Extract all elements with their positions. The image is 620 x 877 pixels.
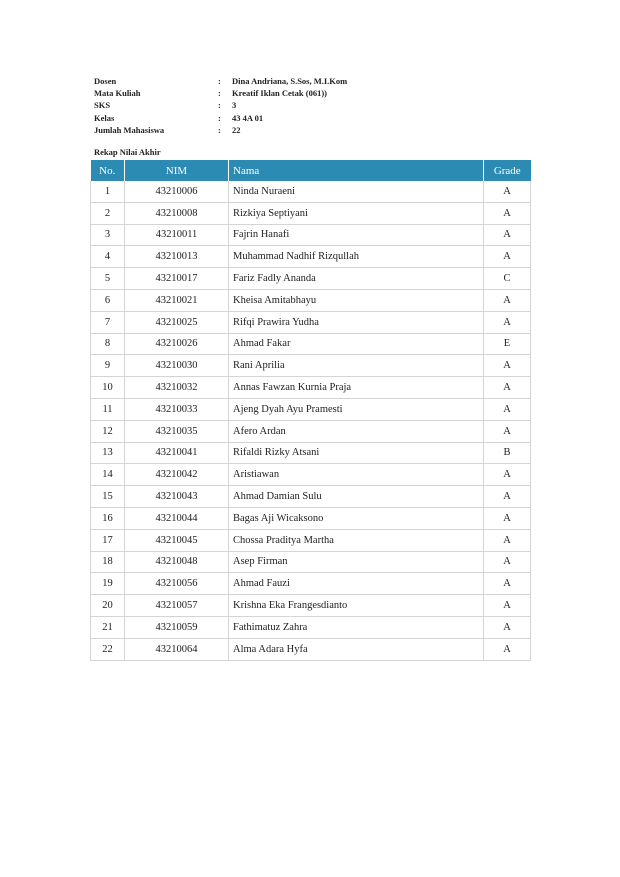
- cell-no: 5: [91, 268, 125, 290]
- table-row: [91, 551, 531, 573]
- cell-no: 8: [91, 333, 125, 355]
- cell-nim: 43210026: [125, 333, 229, 355]
- cell-nama: Kheisa Amitabhayu: [229, 289, 484, 311]
- table-row: [91, 311, 531, 333]
- info-row: [94, 112, 347, 124]
- header-nama: Nama: [229, 160, 484, 181]
- table-row: [91, 333, 531, 355]
- table-row: [91, 616, 531, 638]
- cell-nim: 43210044: [125, 507, 229, 529]
- info-value: 43 4A 01: [232, 112, 264, 123]
- info-row: [94, 75, 347, 87]
- cell-grade: A: [484, 420, 531, 442]
- cell-nama: Rifqi Prawira Yudha: [229, 311, 484, 333]
- cell-nim: 43210030: [125, 355, 229, 377]
- table-row: [91, 464, 531, 486]
- info-colon: :: [218, 88, 221, 99]
- info-value: 3: [232, 100, 237, 111]
- info-value: Kreatif Iklan Cetak (061)): [232, 88, 327, 99]
- info-colon: :: [218, 100, 221, 111]
- cell-nama: Ajeng Dyah Ayu Pramesti: [229, 398, 484, 420]
- cell-no: 7: [91, 311, 125, 333]
- cell-nim: 43210032: [125, 377, 229, 399]
- cell-grade: A: [484, 551, 531, 573]
- cell-no: 15: [91, 486, 125, 508]
- cell-nim: 43210035: [125, 420, 229, 442]
- cell-no: 14: [91, 464, 125, 486]
- cell-no: 21: [91, 616, 125, 638]
- cell-nim: 43210059: [125, 616, 229, 638]
- table-row: [91, 638, 531, 660]
- cell-nim: 43210064: [125, 638, 229, 660]
- cell-nama: Fathimatuz Zahra: [229, 616, 484, 638]
- cell-nim: 43210042: [125, 464, 229, 486]
- cell-no: 16: [91, 507, 125, 529]
- cell-nim: 43210057: [125, 595, 229, 617]
- cell-grade: A: [484, 377, 531, 399]
- info-value: Dina Andriana, S.Sos, M.I.Kom: [232, 76, 348, 86]
- info-row: [94, 99, 347, 111]
- cell-nim: 43210045: [125, 529, 229, 551]
- cell-nama: Ahmad Fakar: [229, 333, 484, 355]
- table-header-row: [91, 160, 531, 181]
- cell-no: 9: [91, 355, 125, 377]
- cell-nim: 43210033: [125, 398, 229, 420]
- cell-no: 18: [91, 551, 125, 573]
- cell-nama: Ahmad Damian Sulu: [229, 486, 484, 508]
- info-colon: :: [218, 112, 221, 123]
- course-info: [94, 75, 347, 136]
- cell-grade: A: [484, 573, 531, 595]
- cell-no: 20: [91, 595, 125, 617]
- cell-no: 22: [91, 638, 125, 660]
- cell-no: 4: [91, 246, 125, 268]
- info-row: [94, 124, 347, 136]
- cell-nama: Krishna Eka Frangesdianto: [229, 595, 484, 617]
- cell-grade: A: [484, 398, 531, 420]
- cell-nim: 43210056: [125, 573, 229, 595]
- cell-no: 13: [91, 442, 125, 464]
- cell-nama: Rifaldi Rizky Atsani: [229, 442, 484, 464]
- cell-grade: A: [484, 638, 531, 660]
- info-label: Jumlah Mahasiswa: [94, 124, 165, 135]
- cell-grade: C: [484, 268, 531, 290]
- cell-nim: 43210008: [125, 202, 229, 224]
- table-row: [91, 398, 531, 420]
- cell-nim: 43210043: [125, 486, 229, 508]
- cell-no: 6: [91, 289, 125, 311]
- cell-nama: Ahmad Fauzi: [229, 573, 484, 595]
- cell-nama: Fajrin Hanafi: [229, 224, 484, 246]
- cell-nama: Afero Ardan: [229, 420, 484, 442]
- cell-nim: 43210041: [125, 442, 229, 464]
- cell-nama: Muhammad Nadhif Rizqullah: [229, 246, 484, 268]
- table-row: [91, 486, 531, 508]
- table-row: [91, 246, 531, 268]
- cell-no: 19: [91, 573, 125, 595]
- cell-nama: Rani Aprilia: [229, 355, 484, 377]
- cell-grade: A: [484, 486, 531, 508]
- table-row: [91, 573, 531, 595]
- table-row: [91, 595, 531, 617]
- table-row: [91, 224, 531, 246]
- info-label: Kelas: [94, 112, 115, 123]
- cell-nim: 43210025: [125, 311, 229, 333]
- cell-nim: 43210011: [125, 224, 229, 246]
- cell-nama: Aristiawan: [229, 464, 484, 486]
- table-row: [91, 202, 531, 224]
- cell-grade: E: [484, 333, 531, 355]
- info-row: [94, 87, 347, 99]
- table-row: [91, 420, 531, 442]
- cell-grade: A: [484, 464, 531, 486]
- cell-grade: A: [484, 289, 531, 311]
- cell-nama: Chossa Praditya Martha: [229, 529, 484, 551]
- table-row: [91, 181, 531, 202]
- table-row: [91, 529, 531, 551]
- info-label: Dosen: [94, 76, 117, 86]
- info-label: SKS: [94, 100, 111, 111]
- cell-grade: A: [484, 616, 531, 638]
- table-row: [91, 507, 531, 529]
- cell-nim: 43210021: [125, 289, 229, 311]
- cell-grade: A: [484, 507, 531, 529]
- cell-nim: 43210017: [125, 268, 229, 290]
- table-row: [91, 377, 531, 399]
- cell-grade: B: [484, 442, 531, 464]
- cell-nim: 43210006: [125, 181, 229, 202]
- cell-nama: Annas Fawzan Kurnia Praja: [229, 377, 484, 399]
- table-row: [91, 289, 531, 311]
- cell-no: 3: [91, 224, 125, 246]
- cell-no: 1: [91, 181, 125, 202]
- table-row: [91, 442, 531, 464]
- info-value: 22: [232, 124, 241, 135]
- cell-nama: Asep Firman: [229, 551, 484, 573]
- table-row: [91, 355, 531, 377]
- cell-nama: Rizkiya Septiyani: [229, 202, 484, 224]
- cell-grade: A: [484, 202, 531, 224]
- cell-grade: A: [484, 311, 531, 333]
- cell-grade: A: [484, 246, 531, 268]
- cell-no: 10: [91, 377, 125, 399]
- cell-grade: A: [484, 224, 531, 246]
- section-title: Rekap Nilai Akhir: [94, 147, 161, 157]
- header-grade: Grade: [484, 160, 531, 181]
- cell-nama: Bagas Aji Wicaksono: [229, 507, 484, 529]
- table-row: [91, 268, 531, 290]
- header-no: No.: [91, 160, 125, 181]
- cell-nim: 43210013: [125, 246, 229, 268]
- cell-nama: Fariz Fadly Ananda: [229, 268, 484, 290]
- info-colon: :: [218, 76, 221, 86]
- header-nim: NIM: [125, 160, 229, 181]
- cell-nim: 43210048: [125, 551, 229, 573]
- cell-grade: A: [484, 529, 531, 551]
- cell-nama: Alma Adara Hyfa: [229, 638, 484, 660]
- cell-grade: A: [484, 181, 531, 202]
- cell-nama: Ninda Nuraeni: [229, 181, 484, 202]
- info-colon: :: [218, 124, 221, 135]
- cell-grade: A: [484, 355, 531, 377]
- grades-table: [90, 160, 531, 661]
- cell-no: 11: [91, 398, 125, 420]
- info-label: Mata Kuliah: [94, 88, 141, 99]
- cell-no: 12: [91, 420, 125, 442]
- cell-no: 2: [91, 202, 125, 224]
- cell-no: 17: [91, 529, 125, 551]
- cell-grade: A: [484, 595, 531, 617]
